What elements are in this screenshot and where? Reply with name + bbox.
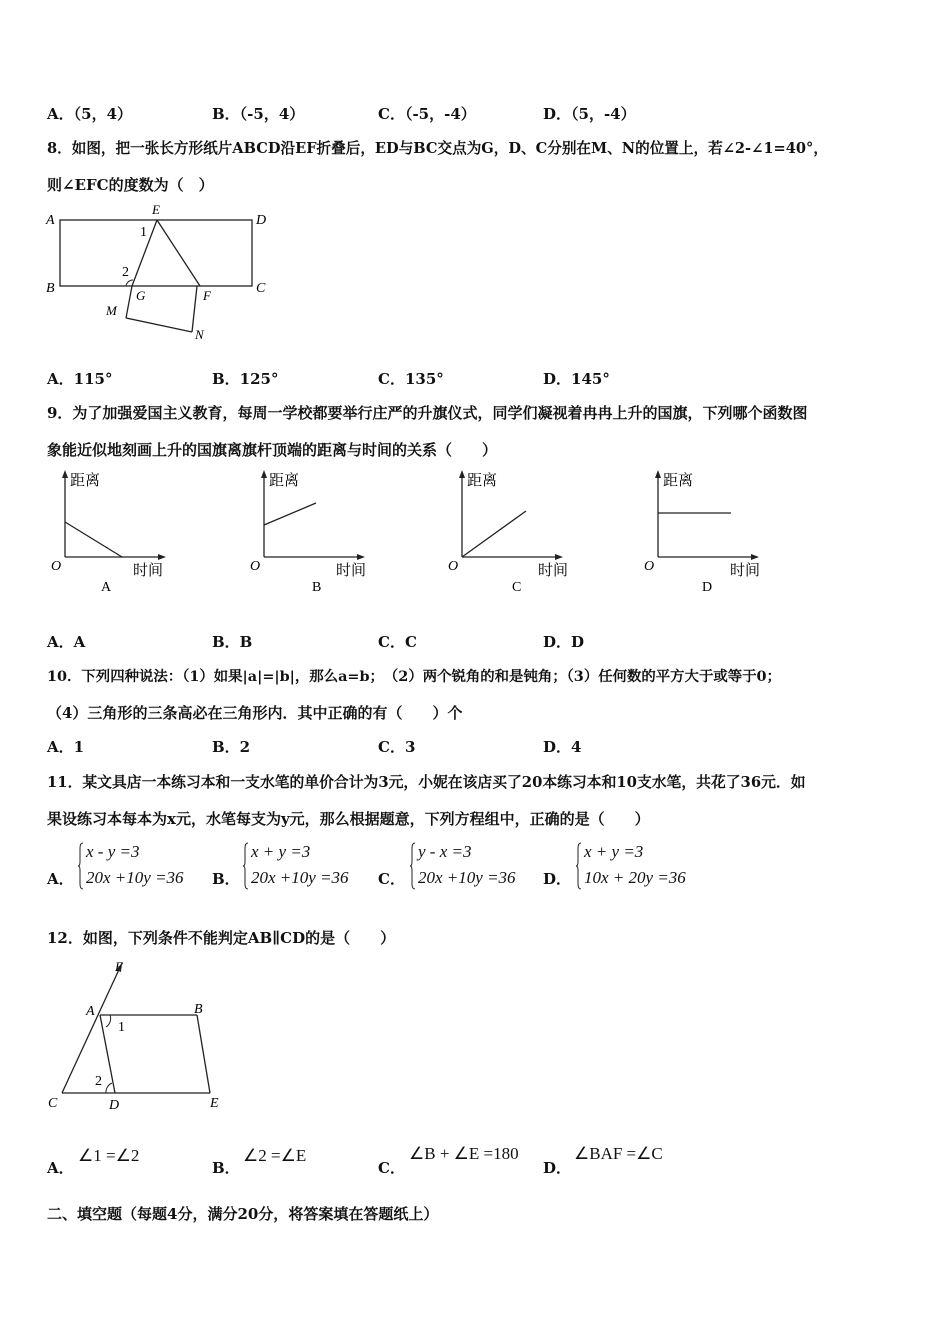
q8-option-c: C．135° — [378, 370, 444, 388]
q7-option-a: A．（5，4） — [47, 105, 133, 123]
label-d: D — [256, 213, 267, 228]
svg-text:O: O — [51, 559, 62, 574]
q9-graph-d — [638, 465, 768, 595]
svg-text:O: O — [644, 559, 655, 574]
q8-text-line2: 则∠EFC的度数为（ ） — [47, 176, 214, 194]
label-angle-1: 1 — [118, 1020, 125, 1035]
svg-text:时间: 时间 — [336, 563, 367, 579]
q12-text-line1: 12．如图，下列条件不能判定AB∥CD的是（ ） — [47, 929, 396, 947]
q9-graph-b — [244, 465, 374, 595]
svg-text:O: O — [250, 559, 261, 574]
q12-option-b-letter: B． — [212, 1159, 240, 1177]
q12-option-c: ∠B + ∠E =180 — [409, 1144, 519, 1163]
q12-option-a: ∠1 =∠2 — [78, 1146, 140, 1165]
svg-text:时间: 时间 — [730, 563, 761, 579]
svg-text:距离: 距离 — [467, 473, 498, 489]
svg-text:距离: 距离 — [663, 473, 694, 489]
q11-option-a-letter: A． — [47, 870, 74, 888]
graph-b-line — [264, 503, 316, 525]
label-e: E — [152, 202, 160, 217]
label-a: A — [46, 213, 55, 228]
q8-text-line1: 8．如图，把一张长方形纸片ABCD沿EF折叠后，ED与BC交点为G，D、C分别在M、N的位置上，若∠2-∠1=40°， — [47, 140, 828, 157]
label-angle-2: 2 — [122, 265, 129, 280]
q11-text-line2: 果设练习本每本为x元，水笔每支为y元，那么根据题意，下列方程组中，正确的是（ ） — [47, 810, 650, 828]
q9-text-line1: 9．为了加强爱国主义教育，每周一学校都要举行庄严的升旗仪式，同学们凝视着冉冉上升的国旗，下列哪个函数图 — [47, 404, 808, 422]
svg-text:B: B — [312, 580, 322, 595]
q9-option-a: A．A — [47, 633, 86, 651]
label-angle-1: 1 — [140, 225, 147, 240]
q11-option-d-letter: D． — [543, 870, 572, 888]
q11-option-b-letter: B． — [212, 870, 240, 888]
q9-graph-c — [442, 465, 572, 595]
q7-option-b: B．（-5，4） — [212, 105, 305, 123]
graph-a-line — [65, 522, 122, 557]
label-e: E — [210, 1096, 219, 1111]
svg-text:距离: 距离 — [70, 473, 101, 489]
label-b: B — [46, 281, 55, 296]
q11-option-c-letter: C． — [378, 870, 405, 888]
q12-option-b: ∠2 =∠E — [243, 1146, 307, 1165]
svg-text:O: O — [448, 559, 459, 574]
label-c: C — [256, 281, 266, 296]
q11-text-line1: 11．某文具店一本练习本和一支水笔的单价合计为3元，小妮在该店买了20本练习本和10支水笔，共花了36元．如 — [47, 774, 806, 791]
q10-option-c: C．3 — [378, 738, 416, 756]
graph-c-line — [462, 511, 526, 557]
q10-option-a: A．1 — [47, 738, 85, 756]
q10-text-line1: 10．下列四种说法：（1）如果|a|=|b|，那么a=b； （2）两个锐角的和是钝角；（3）任何数的平方大于或等于0； — [47, 668, 781, 685]
label-angle-2: 2 — [95, 1074, 102, 1089]
label-m: M — [106, 303, 117, 318]
svg-text:时间: 时间 — [538, 563, 569, 579]
svg-text:D: D — [702, 580, 713, 595]
label-g: G — [136, 288, 146, 303]
rectangle-abcd — [60, 220, 252, 286]
q9-option-d: D．D — [543, 633, 585, 651]
label-d: D — [109, 1098, 120, 1113]
svg-text:C: C — [512, 580, 522, 595]
q10-option-d: D．4 — [543, 738, 582, 756]
q8-option-b: B．125° — [212, 370, 279, 388]
q12-option-a-letter: A． — [47, 1159, 74, 1177]
svg-text:时间: 时间 — [133, 563, 164, 579]
q7-option-c: C．（-5，-4） — [378, 105, 476, 123]
label-c: C — [48, 1096, 58, 1111]
q8-fold-figure — [40, 200, 280, 345]
q9-option-c: C．C — [378, 633, 417, 651]
q9-text-line2: 象能近似地刻画上升的国旗离旗杆顶端的距离与时间的关系（ ） — [47, 441, 498, 459]
label-f: F — [203, 288, 211, 303]
section2-title: 二、填空题（每题4分，满分20分，将答案填在答题纸上） — [47, 1205, 439, 1223]
q12-option-d: ∠BAF =∠C — [574, 1144, 663, 1163]
q8-option-d: D．145° — [543, 370, 610, 388]
label-a: A — [86, 1004, 95, 1019]
label-b: B — [194, 1002, 203, 1017]
label-n: N — [195, 327, 204, 342]
svg-text:距离: 距离 — [269, 473, 300, 489]
q12-option-c-letter: C． — [378, 1159, 405, 1177]
q10-text-line2: （4）三角形的三条高必在三角形内．其中正确的有（ ）个 — [47, 704, 463, 722]
q12-option-d-letter: D． — [543, 1159, 572, 1177]
q10-option-b: B．2 — [212, 738, 251, 756]
q8-option-a: A．115° — [47, 370, 113, 388]
label-f: F — [115, 959, 123, 974]
q12-parallel-figure — [40, 955, 240, 1115]
q7-option-d: D．（5，-4） — [543, 105, 636, 123]
q9-option-b: B．B — [212, 633, 253, 651]
q9-graph-a — [45, 465, 175, 595]
svg-text:A: A — [101, 580, 112, 595]
